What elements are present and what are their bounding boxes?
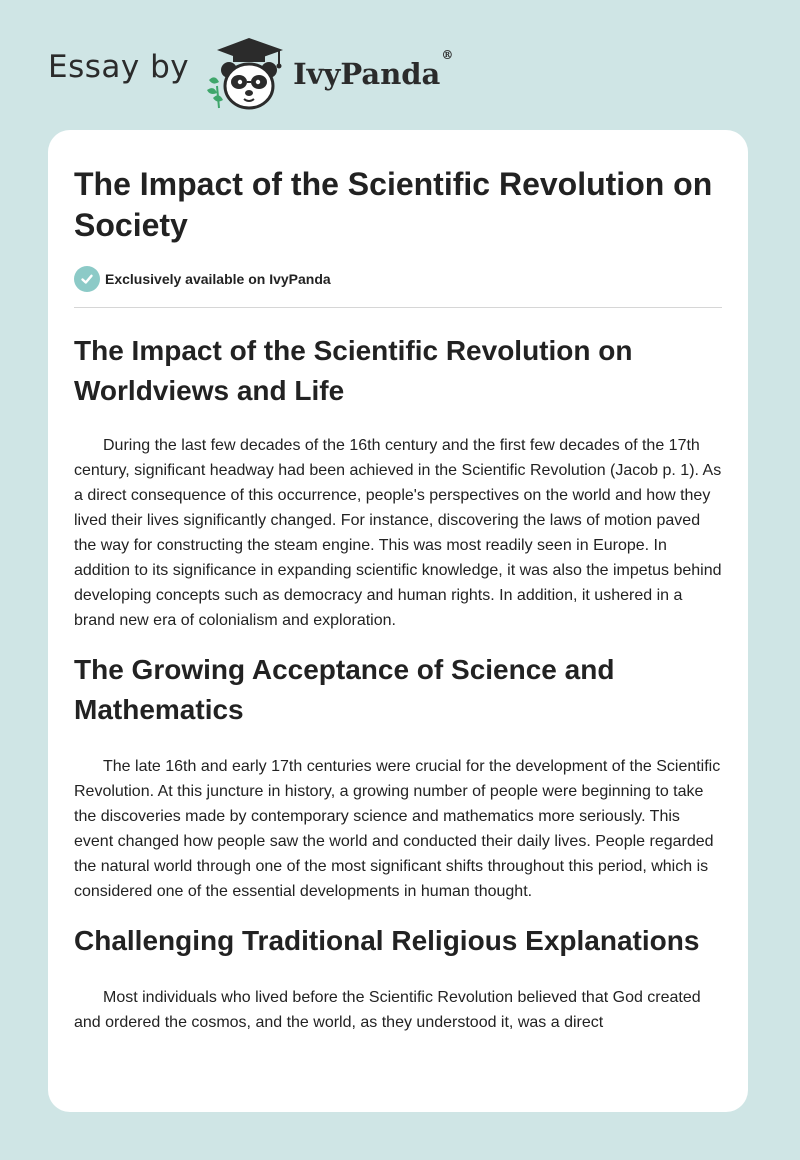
section-paragraph: The late 16th and early 17th centuries were crucial for the development of the Scientific Revolution. At this juncture in history, a growing number of people were beginning to take the discoveries made by contemporary science and mathematics more seriously. This event changed how people saw the world and conducted their daily lives. People regarded the natural world through one of the most significant shifts throughout this period, which is considered one of the essential developments in human thought. <box>74 758 721 900</box>
panda-graduate-icon <box>199 30 291 114</box>
essay-title: The Impact of the Scientific Revolution on Society <box>74 166 713 243</box>
exclusive-badge <box>74 266 722 292</box>
section-heading: The Growing Acceptance of Science and Mathematics <box>74 654 615 725</box>
section-heading: Challenging Traditional Religious Explanations <box>74 925 700 956</box>
section-heading: The Impact of the Scientific Revolution on Worldviews and Life <box>74 335 633 406</box>
essay-card <box>48 130 748 1112</box>
brand-label: IvyPanda <box>293 57 441 91</box>
brand-name <box>293 48 454 91</box>
divider <box>74 307 722 308</box>
site-header <box>48 30 453 114</box>
essay-by-label: Essay by <box>48 49 190 85</box>
exclusive-label: Exclusively available on IvyPanda <box>105 271 331 287</box>
section-paragraph: During the last few decades of the 16th century and the first few decades of the 17th century, significant headway had been achieved in the Scientific Revolution (Jacob p. 1). As a direct consequence of this occurrence, people's perspectives on the world and how they lived their lives significantly changed. For instance, discovering the laws of motion paved the way for constructing the steam engine. This was most readily seen in Europe. In addition to its significance in expanding scientific knowledge, it was also the impetus behind developing concepts such as democracy and human rights. In addition, it ushered in a brand new era of colonialism and exploration. <box>74 437 722 629</box>
checkmark-icon <box>74 266 100 292</box>
registered-mark: ® <box>441 48 454 63</box>
section-paragraph: Most individuals who lived before the Scientific Revolution believed that God created and ordered the cosmos, and the world, as they understood it, was a direct <box>74 989 701 1031</box>
